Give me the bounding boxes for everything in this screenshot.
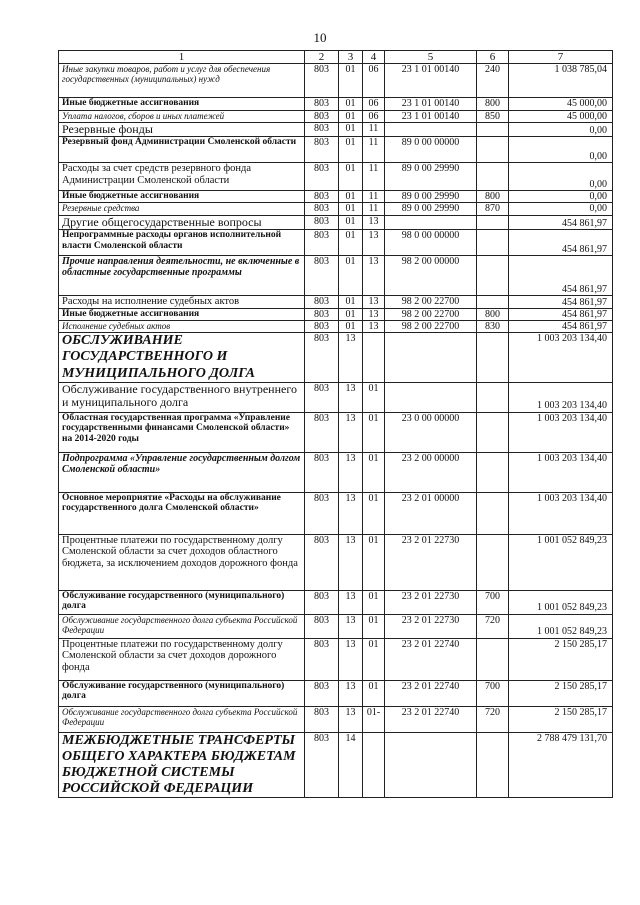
row-name: Другие общегосударственные вопросы [59, 215, 305, 229]
row-name: Иные бюджетные ассигнования [59, 98, 305, 110]
section-cell: 01 [339, 64, 363, 98]
target-article-cell: 98 2 00 00000 [385, 255, 477, 295]
table-row [59, 590, 613, 614]
row-name: Резервные средства [59, 203, 305, 215]
row-name: Прочие направления деятельности, не включенные в областные государственные программы [59, 255, 305, 295]
subsection-cell: 13 [363, 308, 385, 320]
admin-code-cell: 803 [305, 614, 339, 638]
table-row [59, 321, 613, 333]
table-row [59, 122, 613, 136]
amount-cell: 0,00 [509, 203, 613, 215]
section-cell: 01 [339, 203, 363, 215]
section-cell: 01 [339, 321, 363, 333]
amount-cell: 2 150 285,17 [509, 680, 613, 706]
table-row [59, 191, 613, 203]
admin-code-cell: 803 [305, 110, 339, 122]
admin-code-cell: 803 [305, 98, 339, 110]
amount-cell: 2 788 479 131,70 [509, 732, 613, 797]
section-cell: 13 [339, 492, 363, 534]
row-name: Обслуживание государственного долга субъекта Российской Федерации [59, 614, 305, 638]
amount-cell: 1 003 203 134,40 [509, 412, 613, 452]
row-name: Областная государственная программа «Управление государственными финансами Смоленской области» на 2014-2020 годы [59, 412, 305, 452]
subsection-cell: 11 [363, 122, 385, 136]
table-row [59, 680, 613, 706]
admin-code-cell: 803 [305, 191, 339, 203]
expense-type-cell: 720 [477, 706, 509, 732]
target-article-cell: 89 0 00 29990 [385, 203, 477, 215]
subsection-cell: 01 [363, 412, 385, 452]
admin-code-cell: 803 [305, 412, 339, 452]
target-article-cell: 98 0 00 00000 [385, 229, 477, 255]
column-header: 7 [509, 51, 613, 64]
expense-type-cell [477, 412, 509, 452]
amount-cell: 1 003 203 134,40 [509, 382, 613, 412]
admin-code-cell: 803 [305, 706, 339, 732]
expense-type-cell [477, 255, 509, 295]
amount-cell: 2 150 285,17 [509, 638, 613, 680]
target-article-cell: 23 2 01 22730 [385, 534, 477, 590]
expense-type-cell: 800 [477, 98, 509, 110]
subsection-cell: 13 [363, 215, 385, 229]
amount-cell: 454 861,97 [509, 215, 613, 229]
subsection-cell: 13 [363, 295, 385, 308]
admin-code-cell: 803 [305, 333, 339, 382]
amount-cell: 454 861,97 [509, 295, 613, 308]
expense-type-cell [477, 215, 509, 229]
target-article-cell: 23 2 01 22740 [385, 680, 477, 706]
table-row [59, 412, 613, 452]
expense-type-cell: 850 [477, 110, 509, 122]
subsection-cell [363, 732, 385, 797]
section-cell: 01 [339, 295, 363, 308]
section-cell: 13 [339, 333, 363, 382]
subsection-cell: 06 [363, 64, 385, 98]
column-header: 6 [477, 51, 509, 64]
target-article-cell: 98 2 00 22700 [385, 308, 477, 320]
amount-cell: 454 861,97 [509, 229, 613, 255]
section-cell: 13 [339, 680, 363, 706]
section-cell: 13 [339, 590, 363, 614]
subsection-cell: 01 [363, 590, 385, 614]
amount-cell: 0,00 [509, 163, 613, 191]
admin-code-cell: 803 [305, 255, 339, 295]
expense-type-cell: 800 [477, 308, 509, 320]
budget-table [58, 50, 613, 798]
row-name: Процентные платежи по государственному долгу Смоленской области за счет доходов областного бюджета, за исключением доходов дорожного фонда [59, 534, 305, 590]
admin-code-cell: 803 [305, 590, 339, 614]
admin-code-cell: 803 [305, 492, 339, 534]
table-row [59, 382, 613, 412]
amount-cell: 0,00 [509, 191, 613, 203]
amount-cell: 0,00 [509, 122, 613, 136]
admin-code-cell: 803 [305, 638, 339, 680]
target-article-cell: 23 2 01 22740 [385, 706, 477, 732]
row-name: Обслуживание государственного (муниципального) долга [59, 680, 305, 706]
target-article-cell: 98 2 00 22700 [385, 321, 477, 333]
table-row [59, 64, 613, 98]
target-article-cell: 23 1 01 00140 [385, 64, 477, 98]
amount-cell: 1 003 203 134,40 [509, 452, 613, 492]
target-article-cell [385, 122, 477, 136]
admin-code-cell: 803 [305, 64, 339, 98]
row-name: Основное мероприятие «Расходы на обслуживание государственного долга Смоленской области» [59, 492, 305, 534]
admin-code-cell: 803 [305, 215, 339, 229]
subsection-cell: 11 [363, 203, 385, 215]
admin-code-cell: 803 [305, 229, 339, 255]
expense-type-cell: 870 [477, 203, 509, 215]
expense-type-cell: 700 [477, 680, 509, 706]
expense-type-cell [477, 638, 509, 680]
amount-cell: 2 150 285,17 [509, 706, 613, 732]
amount-cell: 1 001 052 849,23 [509, 534, 613, 590]
admin-code-cell: 803 [305, 452, 339, 492]
column-header: 5 [385, 51, 477, 64]
target-article-cell: 23 2 00 00000 [385, 452, 477, 492]
target-article-cell [385, 215, 477, 229]
expense-type-cell [477, 333, 509, 382]
section-cell: 14 [339, 732, 363, 797]
expense-type-cell: 830 [477, 321, 509, 333]
expense-type-cell [477, 452, 509, 492]
expense-type-cell [477, 732, 509, 797]
section-cell: 01 [339, 191, 363, 203]
admin-code-cell: 803 [305, 680, 339, 706]
table-row [59, 534, 613, 590]
section-cell: 01 [339, 255, 363, 295]
row-name: Подпрограмма «Управление государственным долгом Смоленской области» [59, 452, 305, 492]
target-article-cell: 23 1 01 00140 [385, 110, 477, 122]
section-cell: 13 [339, 412, 363, 452]
section-cell: 01 [339, 137, 363, 163]
table-header-row [59, 51, 613, 64]
table-row [59, 492, 613, 534]
expense-type-cell [477, 137, 509, 163]
section-cell: 13 [339, 638, 363, 680]
row-name: Непрограммные расходы органов исполнительной власти Смоленской области [59, 229, 305, 255]
table-row [59, 110, 613, 122]
section-cell: 13 [339, 706, 363, 732]
row-name: Иные бюджетные ассигнования [59, 191, 305, 203]
row-name: Иные закупки товаров, работ и услуг для обеспечения государственных (муниципальных) нужд [59, 64, 305, 98]
table-row [59, 203, 613, 215]
subsection-cell: 01 [363, 492, 385, 534]
admin-code-cell: 803 [305, 732, 339, 797]
section-cell: 01 [339, 122, 363, 136]
table-row [59, 255, 613, 295]
admin-code-cell: 803 [305, 203, 339, 215]
expense-type-cell [477, 492, 509, 534]
row-name: Расходы за счет средств резервного фонда Администрации Смоленской области [59, 163, 305, 191]
table-row [59, 614, 613, 638]
target-article-cell: 98 2 00 22700 [385, 295, 477, 308]
row-name: Обслуживание государственного внутреннего и муниципального долга [59, 382, 305, 412]
row-name: Резервный фонд Администрации Смоленской области [59, 137, 305, 163]
expense-type-cell [477, 382, 509, 412]
target-article-cell: 23 2 01 22730 [385, 614, 477, 638]
table-row [59, 98, 613, 110]
admin-code-cell: 803 [305, 122, 339, 136]
subsection-cell: 13 [363, 255, 385, 295]
admin-code-cell: 803 [305, 163, 339, 191]
expense-type-cell [477, 229, 509, 255]
target-article-cell: 23 0 00 00000 [385, 412, 477, 452]
amount-cell: 1 038 785,04 [509, 64, 613, 98]
expense-type-cell: 240 [477, 64, 509, 98]
amount-cell: 45 000,00 [509, 98, 613, 110]
target-article-cell: 23 2 01 22730 [385, 590, 477, 614]
amount-cell: 1 003 203 134,40 [509, 333, 613, 382]
amount-cell: 45 000,00 [509, 110, 613, 122]
admin-code-cell: 803 [305, 137, 339, 163]
amount-cell: 1 003 203 134,40 [509, 492, 613, 534]
table-row [59, 229, 613, 255]
subsection-cell: 06 [363, 110, 385, 122]
target-article-cell: 23 2 01 22740 [385, 638, 477, 680]
target-article-cell: 89 0 00 29990 [385, 163, 477, 191]
section-cell: 13 [339, 534, 363, 590]
admin-code-cell: 803 [305, 534, 339, 590]
column-header: 1 [59, 51, 305, 64]
subsection-cell [363, 333, 385, 382]
subsection-cell: 01 [363, 680, 385, 706]
subsection-cell: 13 [363, 229, 385, 255]
subsection-cell: 01 [363, 382, 385, 412]
amount-cell: 454 861,97 [509, 308, 613, 320]
table-row [59, 295, 613, 308]
target-article-cell [385, 333, 477, 382]
subsection-cell: 01 [363, 614, 385, 638]
row-name: Исполнение судебных актов [59, 321, 305, 333]
subsection-cell: 01 [363, 534, 385, 590]
subsection-cell: 06 [363, 98, 385, 110]
admin-code-cell: 803 [305, 308, 339, 320]
admin-code-cell: 803 [305, 321, 339, 333]
subsection-cell: 13 [363, 321, 385, 333]
admin-code-cell: 803 [305, 382, 339, 412]
expense-type-cell [477, 163, 509, 191]
row-name: Расходы на исполнение судебных актов [59, 295, 305, 308]
expense-type-cell: 720 [477, 614, 509, 638]
target-article-cell: 23 2 01 00000 [385, 492, 477, 534]
target-article-cell [385, 732, 477, 797]
section-cell: 01 [339, 98, 363, 110]
target-article-cell [385, 382, 477, 412]
row-name: Обслуживание государственного (муниципального) долга [59, 590, 305, 614]
section-cell: 01 [339, 229, 363, 255]
subsection-cell: 01- [363, 706, 385, 732]
column-header: 2 [305, 51, 339, 64]
expense-type-cell [477, 534, 509, 590]
subsection-cell: 01 [363, 452, 385, 492]
expense-type-cell [477, 295, 509, 308]
section-cell: 01 [339, 215, 363, 229]
amount-cell: 1 001 052 849,23 [509, 590, 613, 614]
target-article-cell: 89 0 00 00000 [385, 137, 477, 163]
target-article-cell: 89 0 00 29990 [385, 191, 477, 203]
subsection-cell: 11 [363, 163, 385, 191]
table-row [59, 452, 613, 492]
section-cell: 01 [339, 110, 363, 122]
section-cell: 01 [339, 163, 363, 191]
amount-cell: 0,00 [509, 137, 613, 163]
admin-code-cell: 803 [305, 295, 339, 308]
table-row [59, 638, 613, 680]
row-name: Резервные фонды [59, 122, 305, 136]
subsection-cell: 11 [363, 137, 385, 163]
amount-cell: 454 861,97 [509, 321, 613, 333]
page-number: 10 [313, 30, 327, 45]
subsection-cell: 01 [363, 638, 385, 680]
section-cell: 13 [339, 382, 363, 412]
row-name: Иные бюджетные ассигнования [59, 308, 305, 320]
table-row [59, 163, 613, 191]
amount-cell: 1 001 052 849,23 [509, 614, 613, 638]
expense-type-cell: 800 [477, 191, 509, 203]
section-cell: 01 [339, 308, 363, 320]
expense-type-cell: 700 [477, 590, 509, 614]
table-row [59, 137, 613, 163]
expense-type-cell [477, 122, 509, 136]
amount-cell: 454 861,97 [509, 255, 613, 295]
section-cell: 13 [339, 614, 363, 638]
row-name: Обслуживание государственного долга субъекта Российской Федерации [59, 706, 305, 732]
table-row [59, 706, 613, 732]
target-article-cell: 23 1 01 00140 [385, 98, 477, 110]
row-name: ОБСЛУЖИВАНИЕ ГОСУДАРСТВЕННОГО И МУНИЦИПАЛЬНОГО ДОЛГА [59, 333, 305, 382]
section-cell: 13 [339, 452, 363, 492]
table-row [59, 215, 613, 229]
column-header: 4 [363, 51, 385, 64]
column-header: 3 [339, 51, 363, 64]
table-row [59, 732, 613, 797]
row-name: МЕЖБЮДЖЕТНЫЕ ТРАНСФЕРТЫ ОБЩЕГО ХАРАКТЕРА БЮДЖЕТАМ БЮДЖЕТНОЙ СИСТЕМЫ РОССИЙСКОЙ ФЕДЕРАЦИИ [59, 732, 305, 797]
table-row [59, 333, 613, 382]
row-name: Уплата налогов, сборов и иных платежей [59, 110, 305, 122]
subsection-cell: 11 [363, 191, 385, 203]
table-row [59, 308, 613, 320]
row-name: Процентные платежи по государственному долгу Смоленской области за счет доходов дорожного фонда [59, 638, 305, 680]
